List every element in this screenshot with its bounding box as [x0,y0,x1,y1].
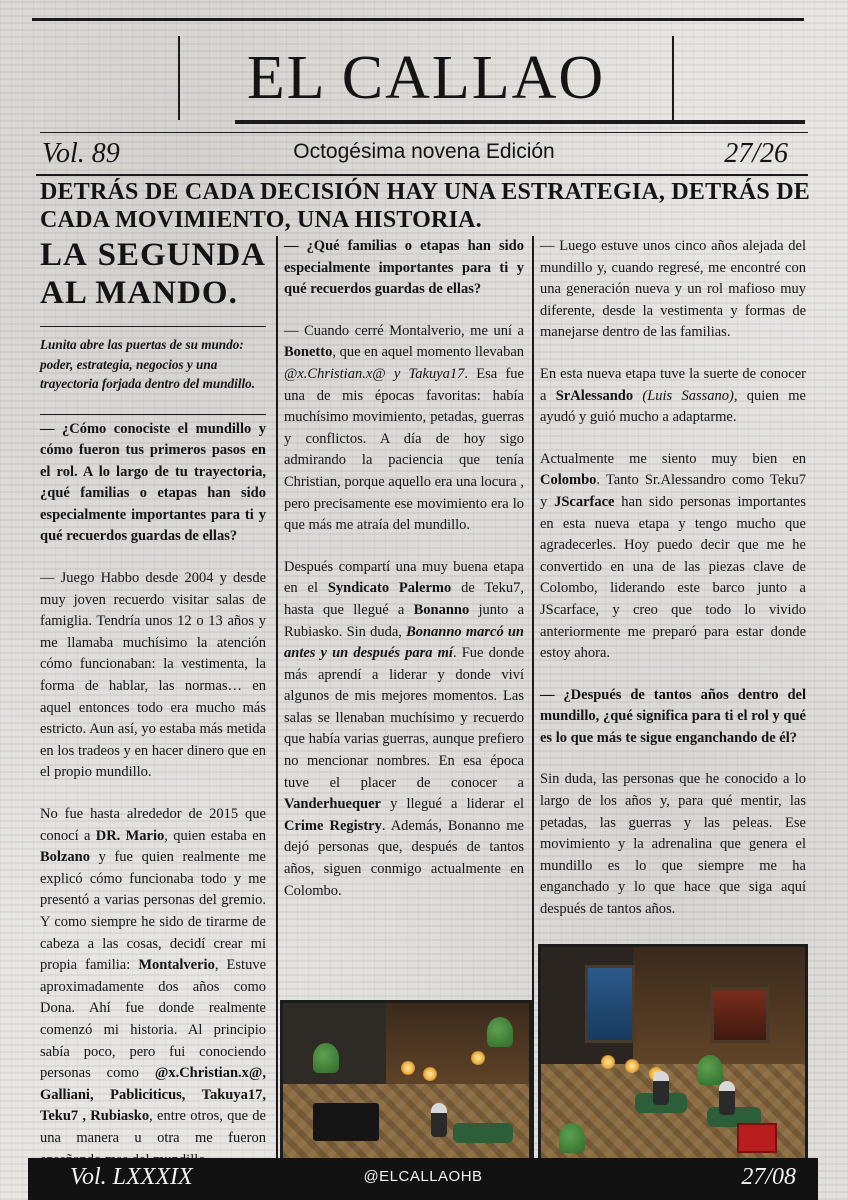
answer-paragraph-2: No fue hasta alrededor de 2015 que conocí a DR. Mario, quien estaba en Bolzano y fue quien realmente me explicó cómo funcionaba todo y me presentó a varias personas del gremio. Y como siempre he sido de tirarme de cabeza a las cosas, decidí crear mi propia familia: Montalverio, Estuve aproximadamente dos años como Dona. Ahí fue donde realmente comenzó mi historia. Al principio sabía poco, pero fui conociendo personas como @x.Christian.x@, Galliani, Pabliciticus, Takuya17, Teku7 , Rubiasko, entre otros, que de una manera u otra me fueron [40,806,267,1146]
answer-paragraph-5: — Luego estuve unos cinco años alejada del mundillo y, cuando regresé, me encontré con una generación nueva y un rol mafioso muy diferente, desde la vestimenta y formas de manejarse dentro de las familias. [540,238,806,341]
footer-bar [28,1158,818,1200]
column-divider-right [532,236,534,1158]
question-3: — ¿Después de tantos años dentro del mundillo, ¿qué significa para ti el rol y qué es lo que más te sigue enganchando de él? [540,686,806,746]
question-1: — ¿Cómo conociste el mundillo y cómo fueron tus primeros pasos en el rol. A lo largo de tu trayectoria, ¿qué familias o etapas han sido especialmente importantes para ti y qué recuerdos guardas de ellas? [40,420,266,545]
dateline [40,138,808,172]
article-title-line-1: LA SEGUNDA [40,237,266,273]
masthead-rule-thick [235,120,805,124]
answer-paragraph-3: — Cuando cerré Montalverio, me uní a Bonetto, que en aquel momento llevaban @x.Christian.x@ y Takuya17. Esa fue una de mis épocas favoritas: había muchísimo movimiento, petadas, guerras y conflictos. A día de hoy sigo admirando la paciencia que tenía Christian, porque aquello era una locura , pero precisamente ese movimiento era lo que más me atraía del mundillo. [284,322,525,534]
footer-date: 27/08 [741,1164,796,1190]
front-headline: DETRÁS DE CADA DECISIÓN HAY UNA ESTRATEGIA, DETRÁS DE CADA MOVIMIENTO, UNA HISTORIA. [40,179,810,233]
article-subtitle: Lunita abre las puertas de su mundo: poder, estrategia, negocios y una trayectoria forjada dentro del mundillo. [40,337,256,391]
answer-paragraph-7: Actualmente me siento muy bien en Colombo. Tanto Sr.Alessandro como Teku7 y JScarface han sido personas importantes en esta nueva etapa y tengo mucho que agradecerles. Hoy puedo decir que me he convertido en una de las piezas clave de Colombo, liderando este barco junto a JScarface, y creo que todo lo vivido anteriormente me preparó para estar donde estoy ahora. [540,450,806,662]
issue-date: 27/26 [724,138,788,169]
answer-paragraph-8: Sin duda, las personas que he conocido a lo largo de los años y, para qué mentir, las petadas, las guerras y las peleas. Ese movimiento y la adrenalina que genera el mundillo es lo que siempre me ha enganchado y lo que hace que siga aquí después de tantos años. [540,771,806,918]
footer-handle: @ELCALLAOHB [363,1168,483,1185]
answer-paragraph-1: — Juego Habbo desde 2004 y desde muy joven recuerdo visitar salas de famiglia. Tendría unos 12 o 13 años y me llamaba muchísimo la atención cómo funcionaban: la vestimenta, la forma de hablar, las normas… en aquel entonces todo era mucho más estricto. Aun así, yo estaba más metida en los tradeos y en hacer dinero que en el propio mundillo. [40,570,266,781]
newspaper-title: EL CALLAO [246,43,606,112]
edition-name: Octogésima novena Edición [293,140,555,163]
masthead-rule-thin [40,132,808,133]
question-2: — ¿Qué familias o etapas han sido especialmente importantes para ti y qué recuerdos guardas de ellas? [284,238,524,298]
answer-paragraph-6: En esta nueva etapa tuve la suerte de conocer a SrAlessando (Luis Sassano), quien me ayudó y guió mucho a adaptarme. [540,365,806,426]
game-room-screenshot-2 [538,944,808,1162]
article-title-line-2: AL MANDO. [40,275,238,311]
game-room-screenshot-1 [280,1000,532,1162]
volume-number: Vol. 89 [42,138,120,169]
article-title [40,236,266,312]
masthead [178,36,674,120]
column-divider-left [276,236,278,1158]
footer-volume: Vol. LXXXIX [70,1164,193,1190]
top-rule [32,18,804,21]
answer-paragraph-4: Después compartí una muy buena etapa en el Syndicato Palermo de Teku7, hasta que llegué a Bonanno junto a Rubiasko. Sin duda, Bonanno marcó un antes y un después para mí. Fue donde más aprendí a liderar y donde viví algunos de mis mejores momentos. Las salas se llenaban muchísimo y recuerdo que había varias guerras, aunque prefiero no mencionar nombres. En esa época tuve el placer de conocer a Vanderhuequer y llegué a liderar el Crime Registry. Además, Bonanno me dejó personas que, después de tantos años, siguen conmigo actualmente en Colombo. [284,558,525,899]
article-column-2 [284,236,524,922]
dateline-rule [36,174,808,176]
article-column-1 [40,236,266,1191]
article-column-3 [540,236,806,941]
